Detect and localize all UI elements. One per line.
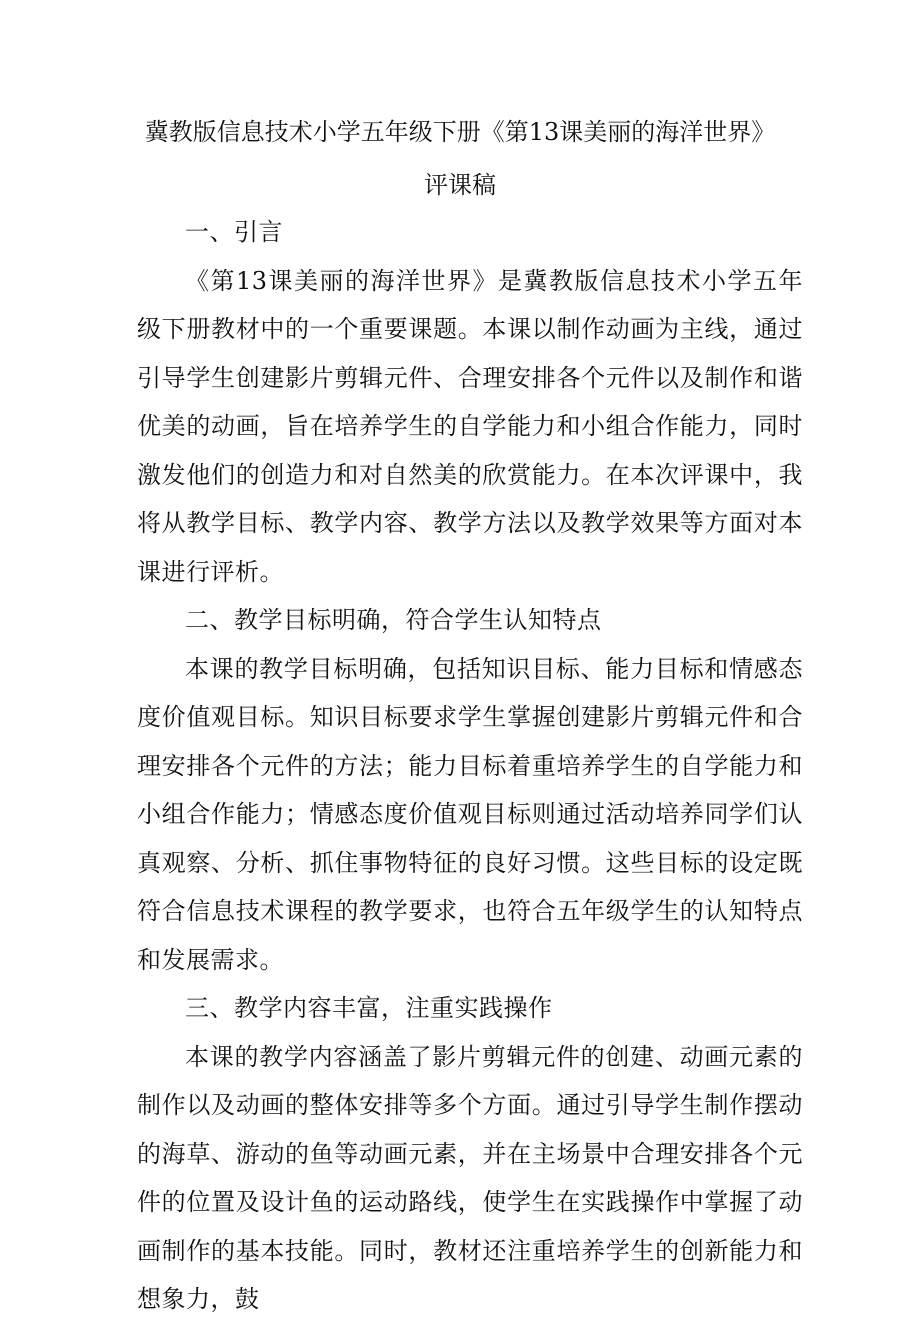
section-heading-goals: 二、教学目标明确，符合学生认知特点 [185, 606, 602, 634]
document-body [137, 208, 803, 1324]
document-title: 冀教版信息技术小学五年级下册《第13课美丽的海洋世界》 [144, 118, 776, 146]
section-heading-content: 三、教学内容丰富，注重实践操作 [185, 994, 553, 1022]
document-subtitle: 评课稿 [424, 171, 496, 199]
paragraph-goals: 本课的教学目标明确，包括知识目标、能力目标和情感态度价值观目标。知识目标要求学生掌握创建影片剪辑元件和合理安排各个元件的方法；能力目标着重培养学生的自学能力和小组合作能力；情感态度价值观目标则通过活动培养同学们认真观察、分析、抓住事物特征的良好习惯。这些目标的设定既符合信息技术课程的教学要求，也符合五年级学生的认知特点和发展需求。 [137, 654, 803, 974]
section-heading-intro: 一、引言 [185, 218, 283, 246]
paragraph-content: 本课的教学内容涵盖了影片剪辑元件的创建、动画元素的制作以及动画的整体安排等多个方面。通过引导学生制作摆动的海草、游动的鱼等动画元素，并在主场景中合理安排各个元件的位置及设计鱼的运动路线，使学生在实践操作中掌握了动画制作的基本技能。同时，教材还注重培养学生的创新能力和想象力，鼓 [137, 1042, 803, 1313]
paragraph-intro: 《第13课美丽的海洋世界》是冀教版信息技术小学五年级下册教材中的一个重要课题。本课以制作动画为主线，通过引导学生创建影片剪辑元件、合理安排各个元件以及制作和谐优美的动画，旨在培养学生的自学能力和小组合作能力，同时激发他们的创造力和对自然美的欣赏能力。在本次评课中，我将从教学目标、教学内容、教学方法以及教学效果等方面对本课进行评析。 [137, 266, 803, 586]
